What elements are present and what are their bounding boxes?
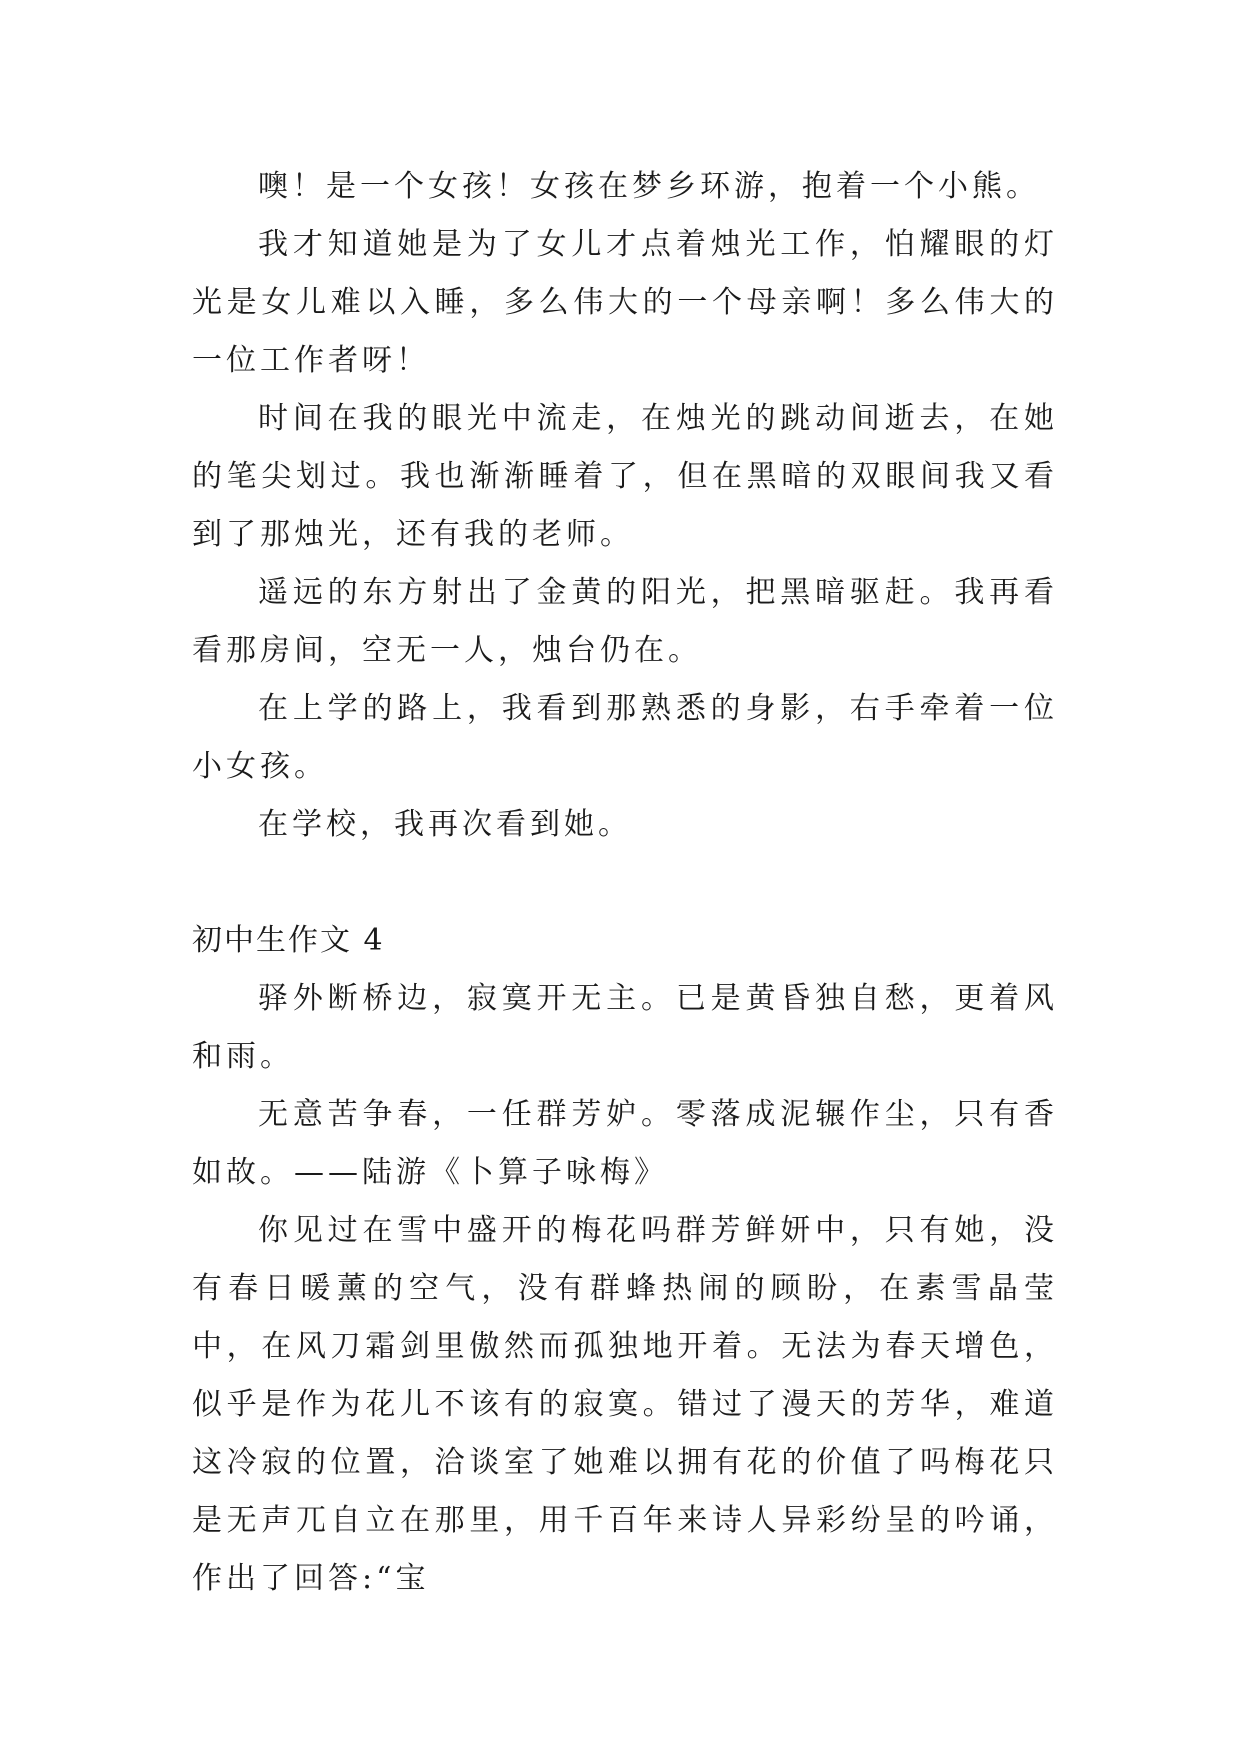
paragraph: 在上学的路上，我看到那熟悉的身影，右手牵着一位小女孩。 [192,691,1058,784]
section-title: 初中生作文 4 [192,923,385,958]
paragraph: 你见过在雪中盛开的梅花吗群芳鲜妍中，只有她，没有春日暖薰的空气，没有群蜂热闹的顾盼，在素雪晶莹中，在风刀霜剑里傲然而孤独地开着。无法为春天增色，似乎是作为花儿不该有的寂寞。错过了漫天的芳华，难道这冷寂的位置，洽谈室了她难以拥有花的价值了吗梅花只是无声兀自立在那里，用千百年来诗人异彩纷呈的吟诵，作出了回答:“宝 [192,1213,1058,1596]
paragraph: 驿外断桥边，寂寞开无主。已是黄昏独自愁，更着风和雨。 [192,981,1058,1074]
paragraph: 遥远的东方射出了金黄的阳光，把黑暗驱赶。我再看看那房间，空无一人，烛台仍在。 [192,575,1058,668]
paragraph: 在学校，我再次看到她。 [258,807,632,842]
paragraph: 时间在我的眼光中流走，在烛光的跳动间逝去，在她的笔尖划过。我也渐渐睡着了，但在黑暗的双眼间我又看到了那烛光，还有我的老师。 [192,401,1058,552]
paragraph: 无意苦争春，一任群芳妒。零落成泥辗作尘，只有香如故。——陆游《卜算子咏梅》 [192,1097,1058,1190]
paragraph: 噢！是一个女孩！女孩在梦乡环游，抱着一个小熊。 [258,169,1040,204]
paragraph: 我才知道她是为了女儿才点着烛光工作，怕耀眼的灯光是女儿难以入睡，多么伟大的一个母亲啊！多么伟大的一位工作者呀！ [192,227,1058,378]
section-spacer [192,854,1058,912]
document-body [192,158,1058,1608]
